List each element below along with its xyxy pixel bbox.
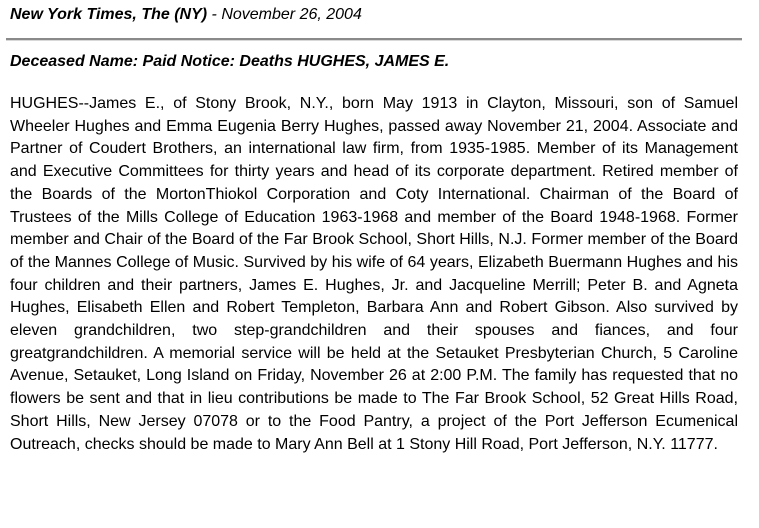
source-separator: - (207, 6, 222, 23)
header-divider (6, 38, 742, 41)
notice-title: Deceased Name: Paid Notice: Deaths HUGHES, JAMES E. (10, 53, 450, 70)
publication-name: New York Times, The (NY) (10, 6, 208, 23)
source-line (10, 6, 362, 24)
publication-date: November 26, 2004 (221, 6, 362, 23)
notice-body: HUGHES--James E., of Stony Brook, N.Y., born May 1913 in Clayton, Missouri, son of Samuel Wheeler Hughes and Emma Eugenia Berry Hughes, passed away November 21, 2004. Associate and Partner of Coudert Brothers, an international law firm, from 1935-1985. Member of its Management and Executive Committees for thirty years and head of its corporate department. Retired member of the Boards of the MortonThiokol Corporation and Coty International. Chairman of the Board of Trustees of the Mills College of Education 1963-1968 and member of the Board 1948-1968. Former member and Chair of the Board of the Far Brook School, Short Hills, N.J. Former member of the Board of the Mannes College of Music. Survived by his wife of 64 years, Elizabeth Buermann Hughes and his four children and their partners, James E. Hughes, Jr. and Jacqueline Merrill; Peter B. and Agneta Hughes, Elisabeth Ellen and Robert Templeton, Barbara Ann and Robert Gibson. Also survived by eleven grandchildren, two step-grandchildren and their spouses and fiances, and four greatgrandchildren. A memorial service will be held at the Setauket Presbyterian Church, 5 Caroline Avenue, Setauket, Long Island on Friday, November 26 at 2:00 P.M. The family has requested that no flowers be sent and that in lieu contributions be made to The Far Brook School, 52 Great Hills Road, Short Hills, New Jersey 07078 or to the Food Pantry, a project of the Port Jefferson Ecumenical Outreach, checks should be made to Mary Ann Bell at 1 Stony Hill Road, Port Jefferson, N.Y. 11777. (10, 95, 738, 453)
